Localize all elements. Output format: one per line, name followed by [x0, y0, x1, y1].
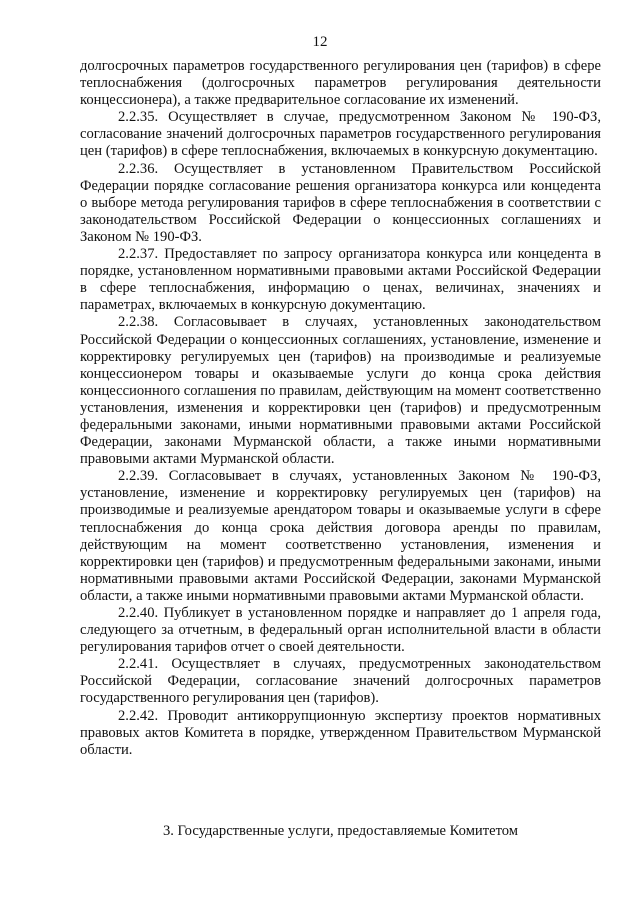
paragraph-2-2-37: 2.2.37. Предоставляет по запросу организатора конкурса или концедента в порядке, установленном нормативными правовыми актами Российской Федерации в сфере теплоснабжения, информацию о ценах, величинах, значениях и параметрах, включаемых в конкурсную документацию. [80, 246, 601, 314]
paragraph-continuation: долгосрочных параметров государственного регулирования цен (тарифов) в сфере теплоснабжения (долгосрочных параметров регулирования деятельности концессионера), а также предварительное согласование их изменений. [80, 58, 601, 109]
page-number: 12 [312, 34, 328, 50]
paragraph-2-2-41: 2.2.41. Осуществляет в случаях, предусмотренных законодательством Российской Федерации, согласование значений долгосрочных параметров государственного регулирования цен (тарифов). [80, 656, 601, 707]
document-body [80, 58, 601, 759]
section-heading: 3. Государственные услуги, предоставляемые Комитетом [162, 823, 519, 839]
paragraph-2-2-38: 2.2.38. Согласовывает в случаях, установленных законодательством Российской Федерации о концессионных соглашениях, установление, изменение и корректировку регулируемых цен (тарифов) на производимые и реализуемые концессионером товары и оказываемые услуги до конца срока действия концессионного соглашения по правилам, действующим на момент соответственно установления, изменения и корректировки цен (тарифов) и предусмотренным федеральными законами, иными нормативными правовыми актами Российской Федерации, законами Мурманской области, а также иными нормативными правовыми актами Мурманской области. [80, 314, 601, 468]
paragraph-2-2-35: 2.2.35. Осуществляет в случае, предусмотренном Законом № 190-ФЗ, согласование значений долгосрочных параметров государственного регулирования цен (тарифов) в сфере теплоснабжения, включаемых в конкурсную документацию. [80, 109, 601, 160]
paragraph-2-2-39: 2.2.39. Согласовывает в случаях, установленных Законом № 190-ФЗ, установление, изменение и корректировку регулируемых цен (тарифов) на производимые и реализуемые арендатором товары и оказываемые услуги в сфере теплоснабжения до конца срока действия договора аренды по правилам, действующим на момент соответственно установления, изменения и корректировки цен (тарифов) и предусмотренным федеральными законами, иными нормативными правовыми актами Российской Федерации, законами Мурманской области, а также иными нормативными правовыми актами Мурманской области. [80, 468, 601, 604]
paragraph-2-2-40: 2.2.40. Публикует в установленном порядке и направляет до 1 апреля года, следующего за отчетным, в федеральный орган исполнительной власти в области регулирования тарифов отчет о своей деятельности. [80, 605, 601, 656]
paragraph-2-2-42: 2.2.42. Проводит антикоррупционную экспертизу проектов нормативных правовых актов Комитета в порядке, утвержденном Правительством Мурманской области. [80, 707, 601, 758]
paragraph-2-2-36: 2.2.36. Осуществляет в установленном Правительством Российской Федерации порядке согласование решения организатора конкурса или концедента о выборе метода регулирования тарифов в сфере теплоснабжения в соответствии с законодательством Российской Федерации о концессионных соглашениях и Законом № 190-ФЗ. [80, 160, 601, 245]
